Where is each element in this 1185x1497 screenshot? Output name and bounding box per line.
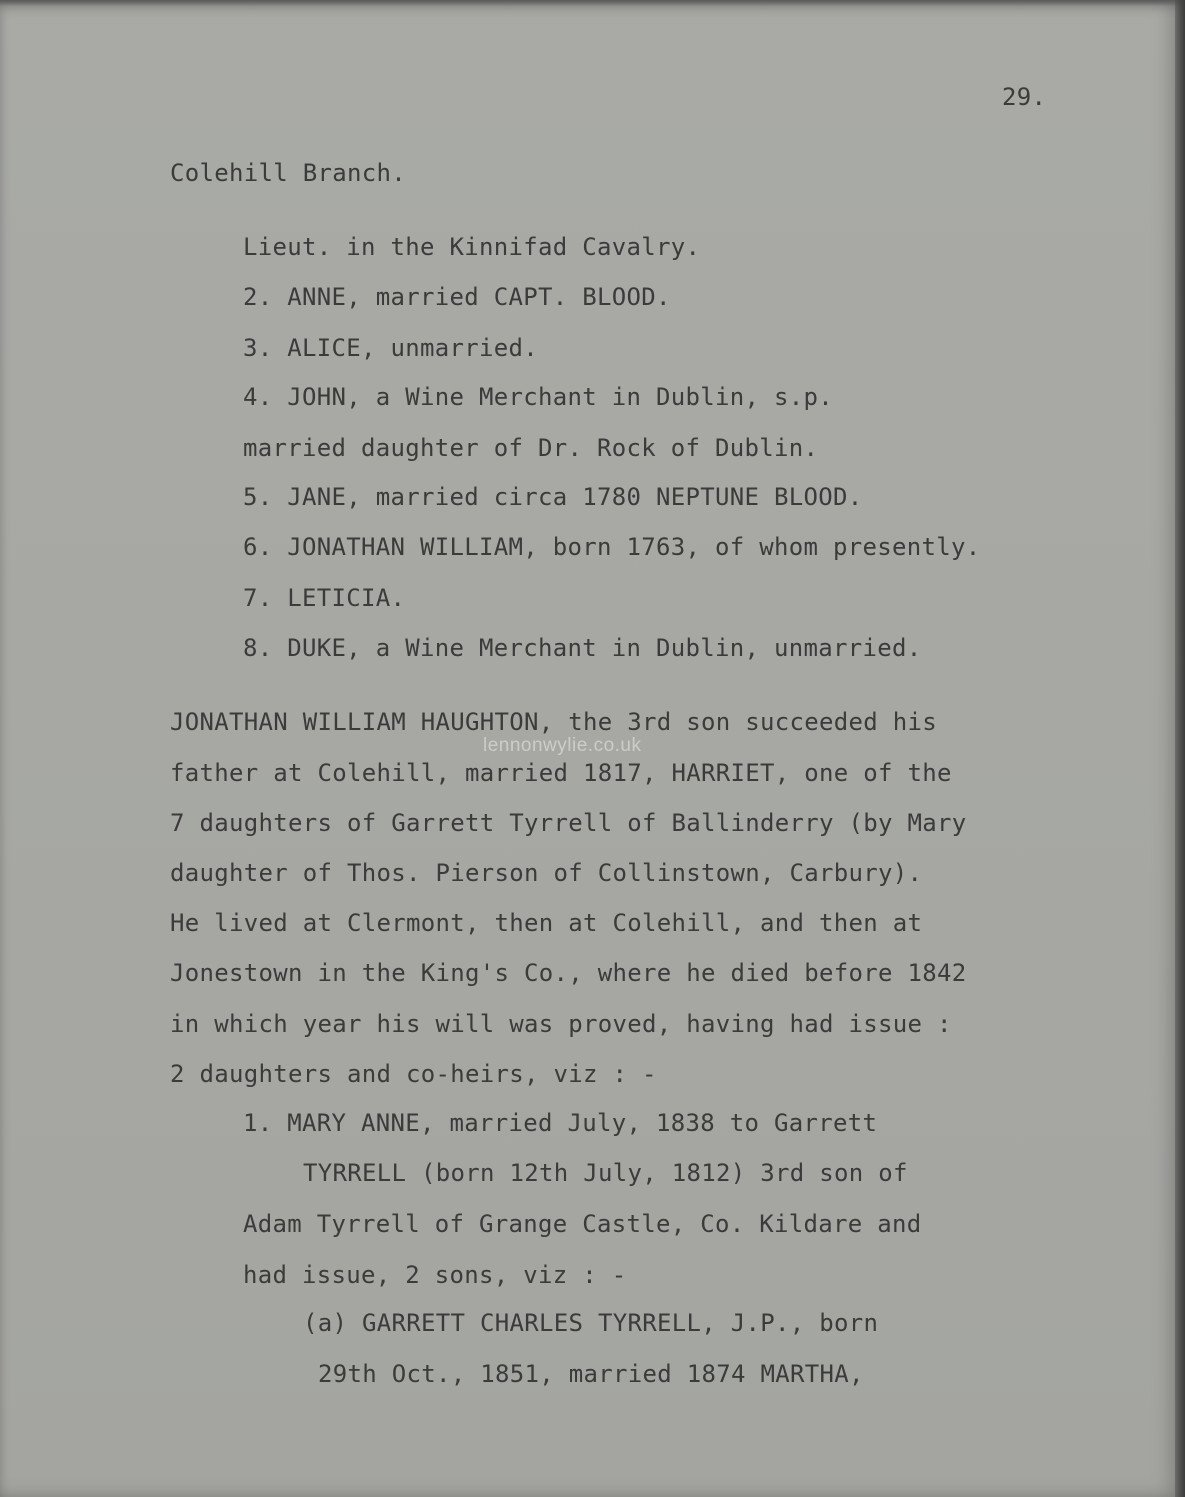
- page-right-edge: [1175, 0, 1185, 1497]
- paragraph-line: father at Colehill, married 1817, HARRIET, one of the: [170, 759, 952, 787]
- paragraph-line: 7 daughters of Garrett Tyrrell of Ballinderry (by Mary: [170, 809, 967, 837]
- list-line: 4. JOHN, a Wine Merchant in Dublin, s.p.: [243, 383, 833, 411]
- page-top-edge: [0, 0, 1185, 6]
- paragraph-line: JONATHAN WILLIAM HAUGHTON, the 3rd son succeeded his: [170, 708, 937, 736]
- paragraph-line: in which year his will was proved, having had issue :: [170, 1010, 952, 1038]
- watermark: lennonwylie.co.uk: [483, 735, 642, 756]
- list-line: Lieut. in the Kinnifad Cavalry.: [243, 233, 701, 261]
- section-heading: Colehill Branch.: [170, 159, 406, 187]
- issue-line: had issue, 2 sons, viz : -: [243, 1261, 627, 1289]
- list-line: married daughter of Dr. Rock of Dublin.: [243, 434, 819, 462]
- paragraph-line: daughter of Thos. Pierson of Collinstown, Carbury).: [170, 859, 923, 887]
- list-line: 3. ALICE, unmarried.: [243, 334, 538, 362]
- paragraph-line: He lived at Clermont, then at Colehill, and then at: [170, 909, 923, 937]
- sub-issue-line: 29th Oct., 1851, married 1874 MARTHA,: [318, 1360, 864, 1388]
- issue-line: TYRRELL (born 12th July, 1812) 3rd son of: [303, 1159, 908, 1187]
- paragraph-line: Jonestown in the King's Co., where he died before 1842: [170, 959, 967, 987]
- list-line: 2. ANNE, married CAPT. BLOOD.: [243, 283, 671, 311]
- list-line: 7. LETICIA.: [243, 584, 406, 612]
- issue-line: 1. MARY ANNE, married July, 1838 to Garrett: [243, 1109, 878, 1137]
- page-number: 29.: [1002, 83, 1047, 111]
- sub-issue-line: (a) GARRETT CHARLES TYRRELL, J.P., born: [303, 1309, 879, 1337]
- paragraph-line: 2 daughters and co-heirs, viz : -: [170, 1060, 657, 1088]
- list-line: 8. DUKE, a Wine Merchant in Dublin, unmarried.: [243, 634, 922, 662]
- list-line: 6. JONATHAN WILLIAM, born 1763, of whom presently.: [243, 533, 981, 561]
- issue-line: Adam Tyrrell of Grange Castle, Co. Kildare and: [243, 1210, 922, 1238]
- list-line: 5. JANE, married circa 1780 NEPTUNE BLOOD.: [243, 483, 863, 511]
